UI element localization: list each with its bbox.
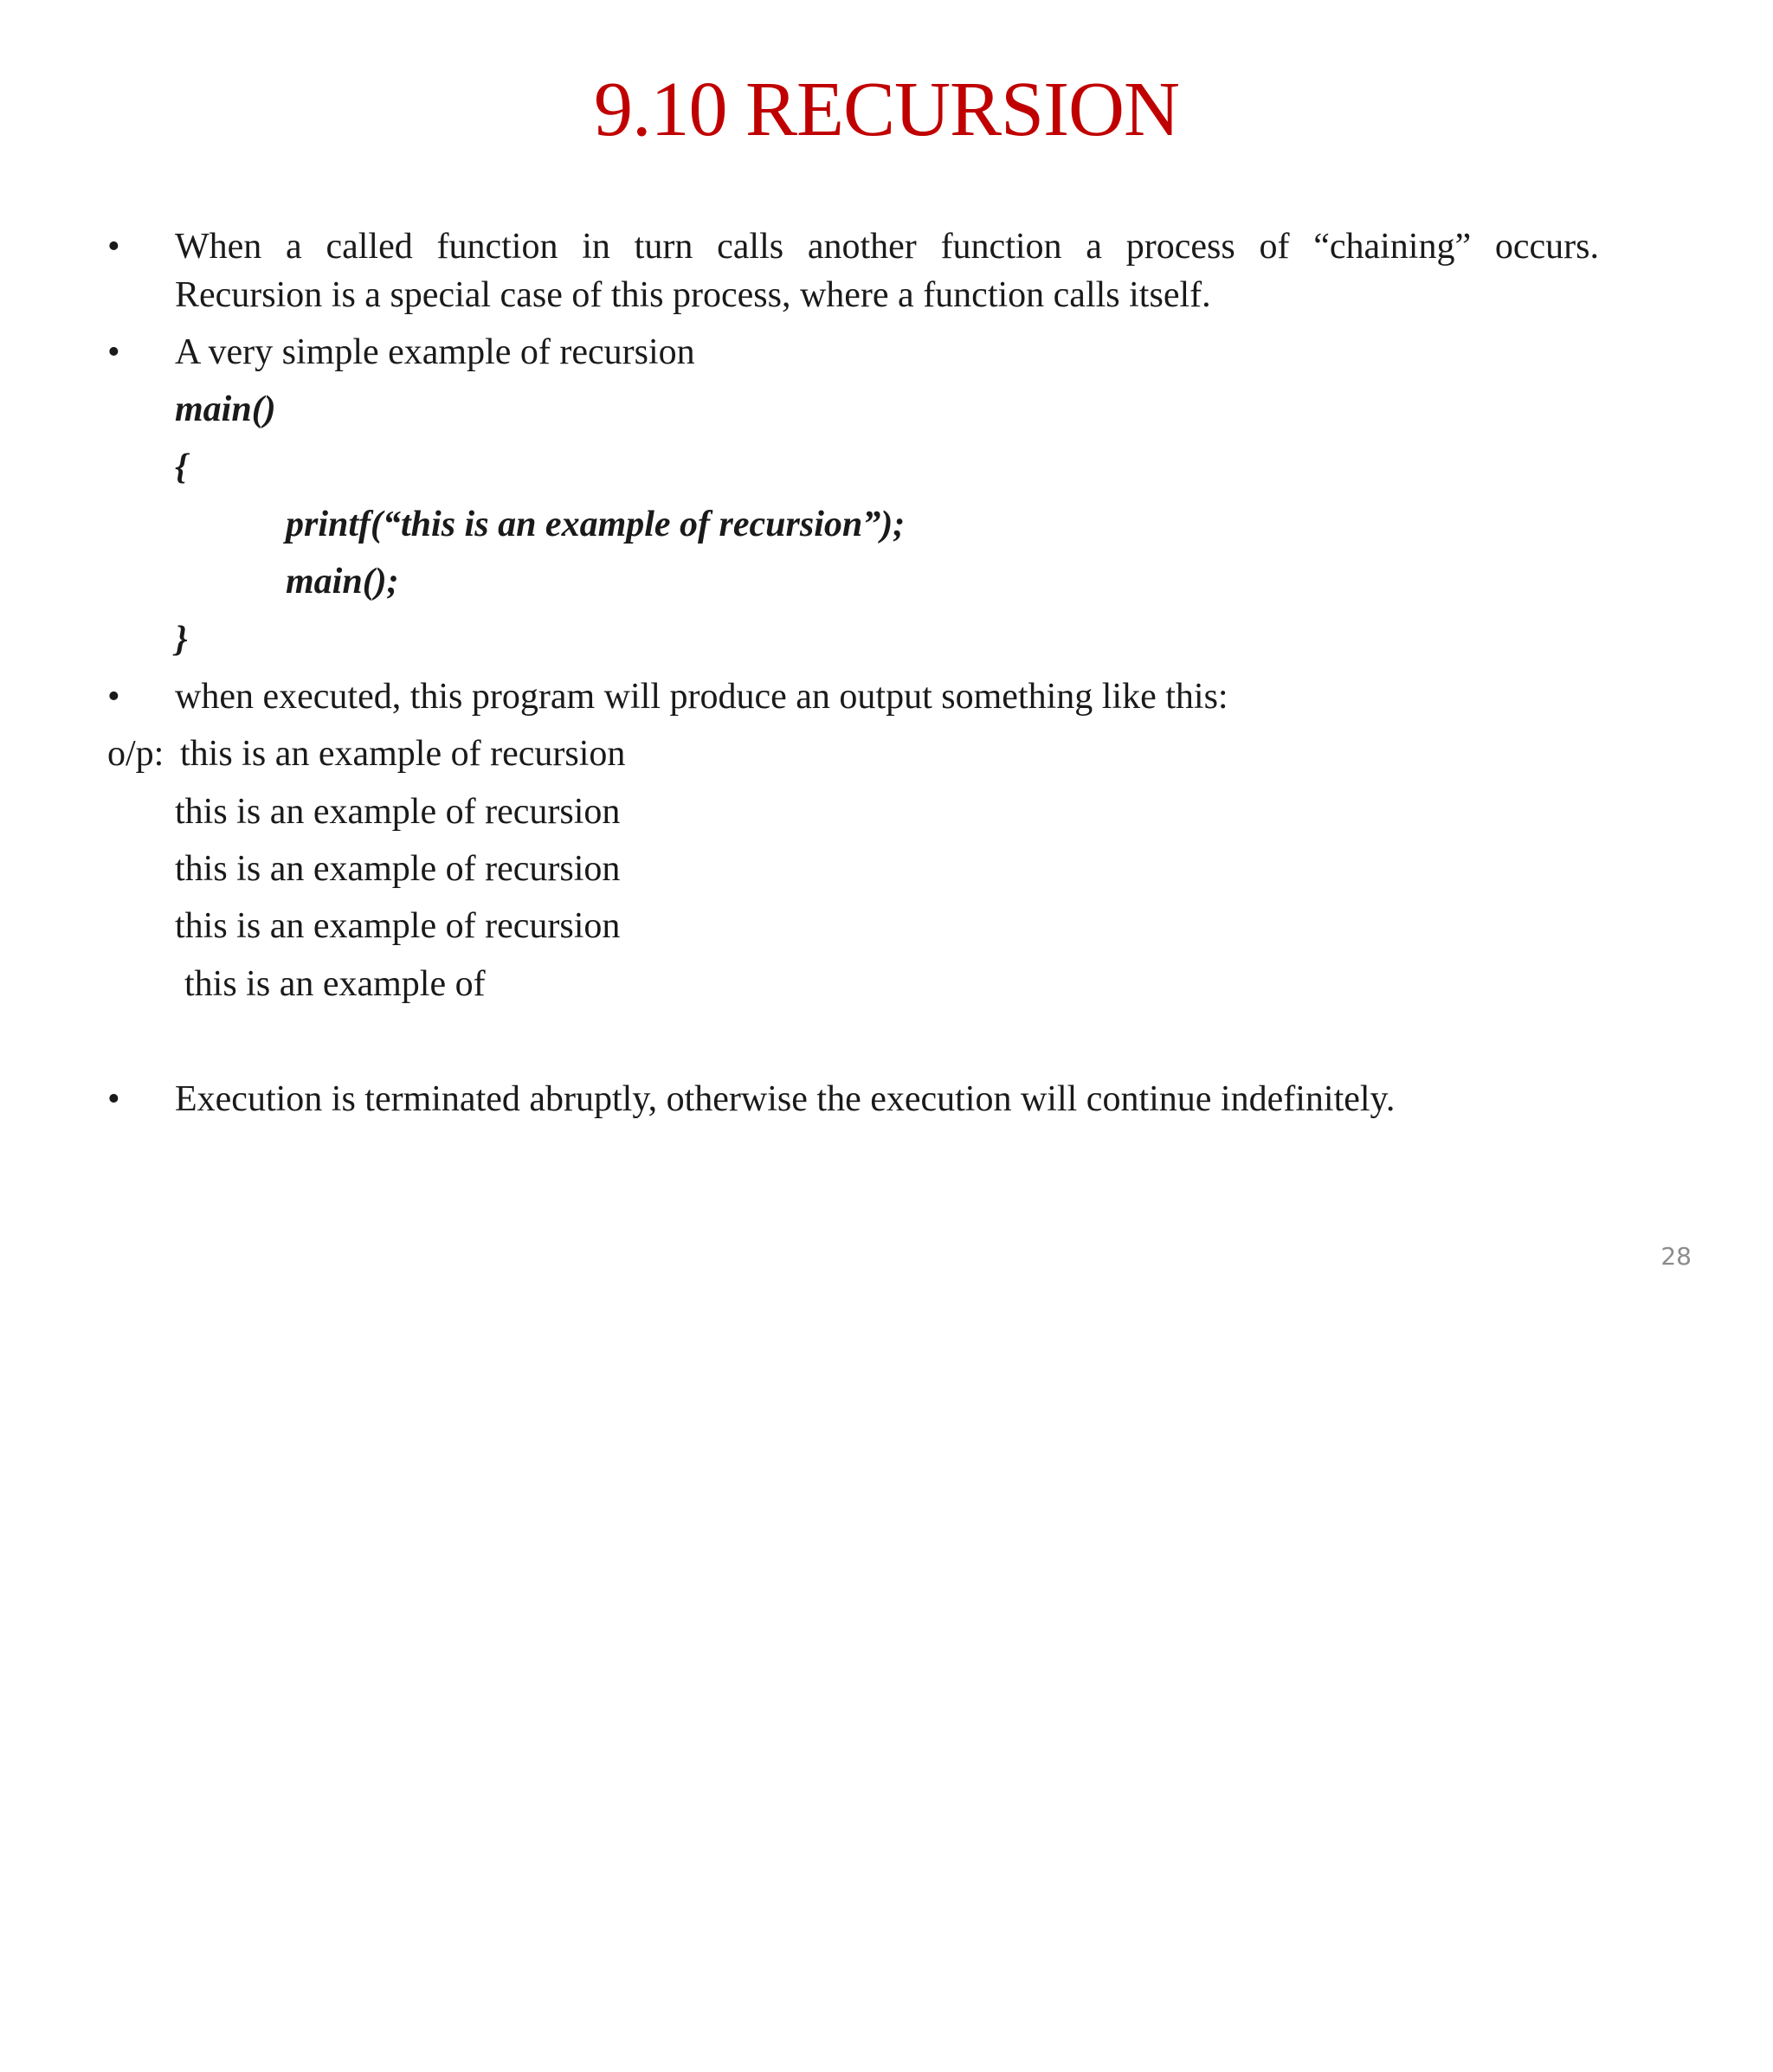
bullet-text-line: when executed, this program will produce an output something like this: [175,677,1228,717]
page-number: 28 [1660,1242,1692,1271]
code-line: printf(“this is an example of recursion”); [286,505,906,544]
bullet-text-line: When a called function in turn calls another function a process of “chaining” occurs. [175,227,1599,267]
output-line: this is an example of recursion [175,849,621,889]
bullet-marker: • [107,332,120,372]
code-line: main(); [286,562,399,602]
output-line: this is an example of recursion [180,734,626,774]
output-line: this is an example of recursion [175,906,621,946]
bullet-marker: • [107,227,120,267]
bullet-item-chaining [0,145,1773,327]
bullet-marker: • [107,1079,120,1119]
bullet-marker: • [107,677,120,717]
slide-title: 9.10 RECURSION [593,67,1180,152]
output-line: this is an example of [184,964,486,1004]
bullet-text-line: A very simple example of recursion [175,332,695,372]
code-line: { [175,447,188,487]
bullet-text-line: Execution is terminated abruptly, otherwise the execution will continue indefinitely. [175,1079,1396,1119]
output-label: o/p: [107,734,164,774]
code-line: } [175,620,188,660]
code-line: main() [175,389,276,429]
bullet-text-line: Recursion is a special case of this process, where a function calls itself. [175,275,1211,315]
output-line: this is an example of recursion [175,792,621,832]
